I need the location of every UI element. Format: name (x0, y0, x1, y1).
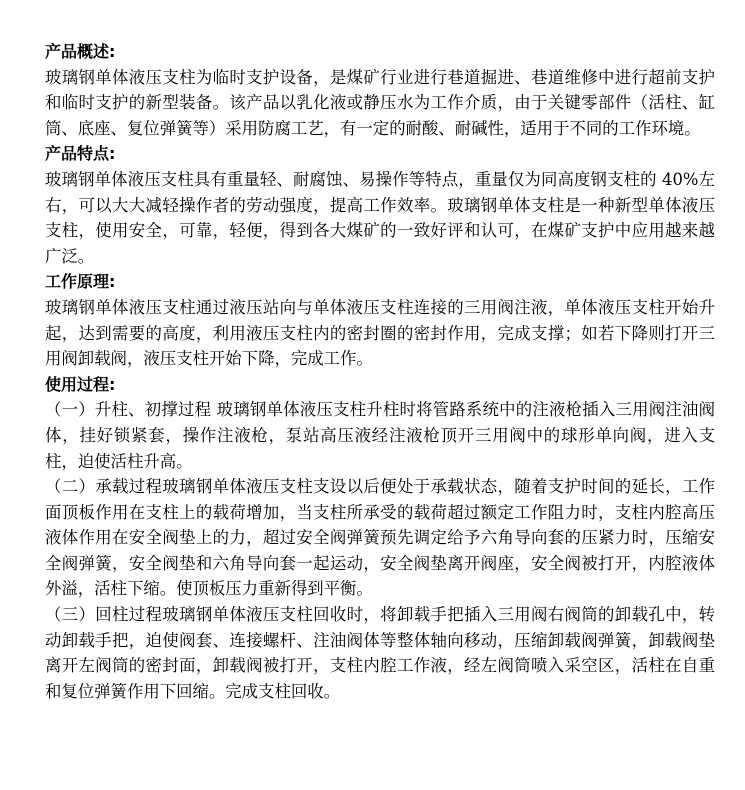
paragraph-principle: 玻璃钢单体液压支柱通过液压站向与单体液压支柱连接的三用阀注液，单体液压支柱开始升起，达到需要的高度，利用液压支柱内的密封圈的密封作用，完成支撑；如若下降则打开三用阀卸载阀，液压支柱开始下降，完成工作。 (45, 297, 715, 369)
section-usage (45, 372, 715, 705)
paragraph-usage-step-3: （三）回柱过程玻璃钢单体液压支柱回收时，将卸载手把插入三用阀右阀筒的卸载孔中，转动卸载手把，迫使阀套、连接螺杆、注油阀体等整体轴向移动，压缩卸载阀弹簧，卸载阀垫离开左阀筒的密封面，卸载阀被打开，支柱内腔工作液，经左阀筒喷入采空区，活柱在自重和复位弹簧作用下回缩。完成支柱回收。 (45, 605, 715, 701)
heading-usage: 使用过程: (45, 374, 116, 394)
paragraph-usage-step-1: （一）升柱、初撑过程 玻璃钢单体液压支柱升柱时将管路系统中的注液枪插入三用阀注油阀体，挂好锁紧套，操作注液枪，泵站高压液经注液枪顶开三用阀中的球形单向阀，进入支柱，迫使活柱升高。 (45, 400, 715, 471)
paragraph-overview: 玻璃钢单体液压支柱为临时支护设备，是煤矿行业进行巷道掘进、巷道维修中进行超前支护和临时支护的新型装备。该产品以乳化液或静压水为工作介质，由于关键零部件（活柱、缸筒、底座、复位弹簧等）采用防腐工艺，有一定的耐酸、耐碱性，适用于不同的工作环境。 (45, 67, 715, 138)
paragraph-usage-step-2: （二）承载过程玻璃钢单体液压支柱支设以后便处于承载状态，随着支护时间的延长，工作面顶板作用在支柱上的载荷增加，当支柱所承受的载荷超过额定工作阻力时，支柱内腔高压液体作用在安全阀垫上的力，超过安全阀弹簧预先调定给予六角导向套的压紧力时，压缩安全阀弹簧，安全阀垫和六角导向套一起运动，安全阀垫离开阀座，安全阀被打开，内腔液体外溢，活柱下缩。使顶板压力重新得到平衡。 (45, 477, 715, 599)
paragraph-features: 玻璃钢单体液压支柱具有重量轻、耐腐蚀、易操作等特点，重量仅为同高度钢支柱的 40%左右，可以大大减轻操作者的劳动强度，提高工作效率。玻璃钢单体支柱是一种新型单体液压支柱，使用安全，可靠，轻便，得到各大煤矿的一致好评和认可，在煤矿支护中应用越来越广泛。 (45, 169, 715, 266)
section-features (45, 141, 715, 269)
section-principle (45, 269, 715, 371)
heading-principle: 工作原理: (45, 272, 116, 292)
heading-features: 产品特点: (45, 144, 116, 164)
heading-overview: 产品概述: (45, 42, 116, 61)
section-overview (45, 39, 715, 141)
